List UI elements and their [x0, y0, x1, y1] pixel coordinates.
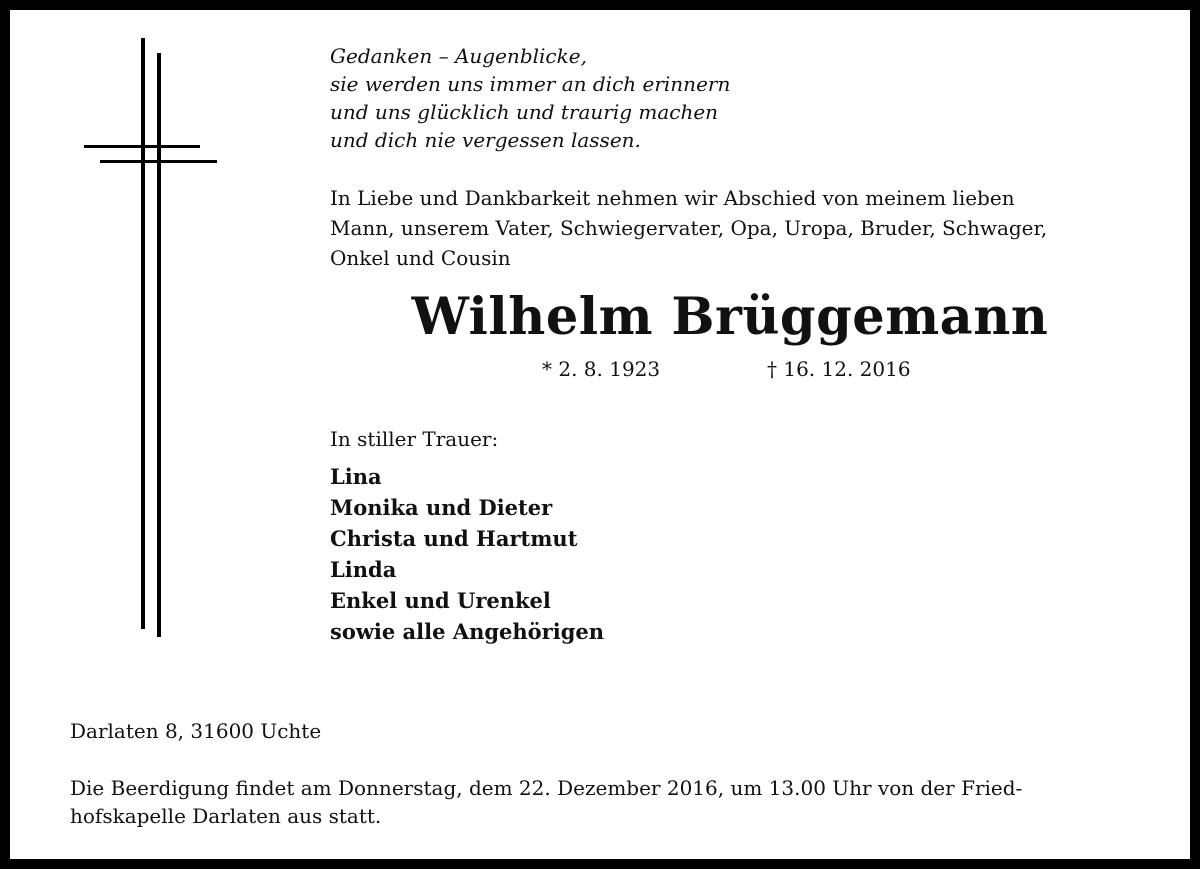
cross-vertical-bar — [157, 53, 161, 637]
farewell-line: Mann, unserem Vater, Schwiegervater, Opa, Uropa, Bruder, Schwager, — [330, 216, 1048, 240]
mourner-name: Monika und Dieter — [330, 495, 553, 520]
cross-icon — [10, 10, 250, 670]
farewell-line: Onkel und Cousin — [330, 246, 511, 270]
poem-line: sie werden uns immer an dich erinnern — [330, 72, 731, 96]
death-date: † 16. 12. 2016 — [767, 357, 911, 381]
farewell-text — [330, 183, 1140, 273]
mourner-name: Lina — [330, 464, 382, 489]
poem-line: und dich nie vergessen lassen. — [330, 128, 641, 152]
funeral-line: Die Beerdigung findet am Donnerstag, dem 22. Dezember 2016, um 13.00 Uhr von der Fried- — [70, 776, 1023, 800]
cross-horizontal-bar — [100, 160, 217, 163]
mourners-list — [330, 461, 604, 647]
deceased-name: Wilhelm Brüggemann — [411, 287, 1049, 347]
family-address: Darlaten 8, 31600 Uchte — [70, 719, 322, 743]
mourner-name: Christa und Hartmut — [330, 526, 578, 551]
farewell-line: In Liebe und Dankbarkeit nehmen wir Abschied von meinem lieben — [330, 186, 1015, 210]
poem-line: und uns glücklich und traurig machen — [330, 100, 719, 124]
mourner-name: Enkel und Urenkel — [330, 588, 551, 613]
memorial-poem — [330, 42, 730, 154]
mourner-name: Linda — [330, 557, 397, 582]
funeral-info — [70, 774, 1150, 830]
birth-date: * 2. 8. 1923 — [542, 357, 661, 381]
mourner-name: sowie alle Angehörigen — [330, 619, 605, 644]
cross-horizontal-bar — [84, 145, 200, 148]
funeral-line: hofskapelle Darlaten aus statt. — [70, 804, 382, 828]
cross-vertical-bar — [141, 38, 145, 629]
poem-line: Gedanken – Augenblicke, — [330, 44, 587, 68]
mourning-label: In stiller Trauer: — [330, 427, 499, 451]
